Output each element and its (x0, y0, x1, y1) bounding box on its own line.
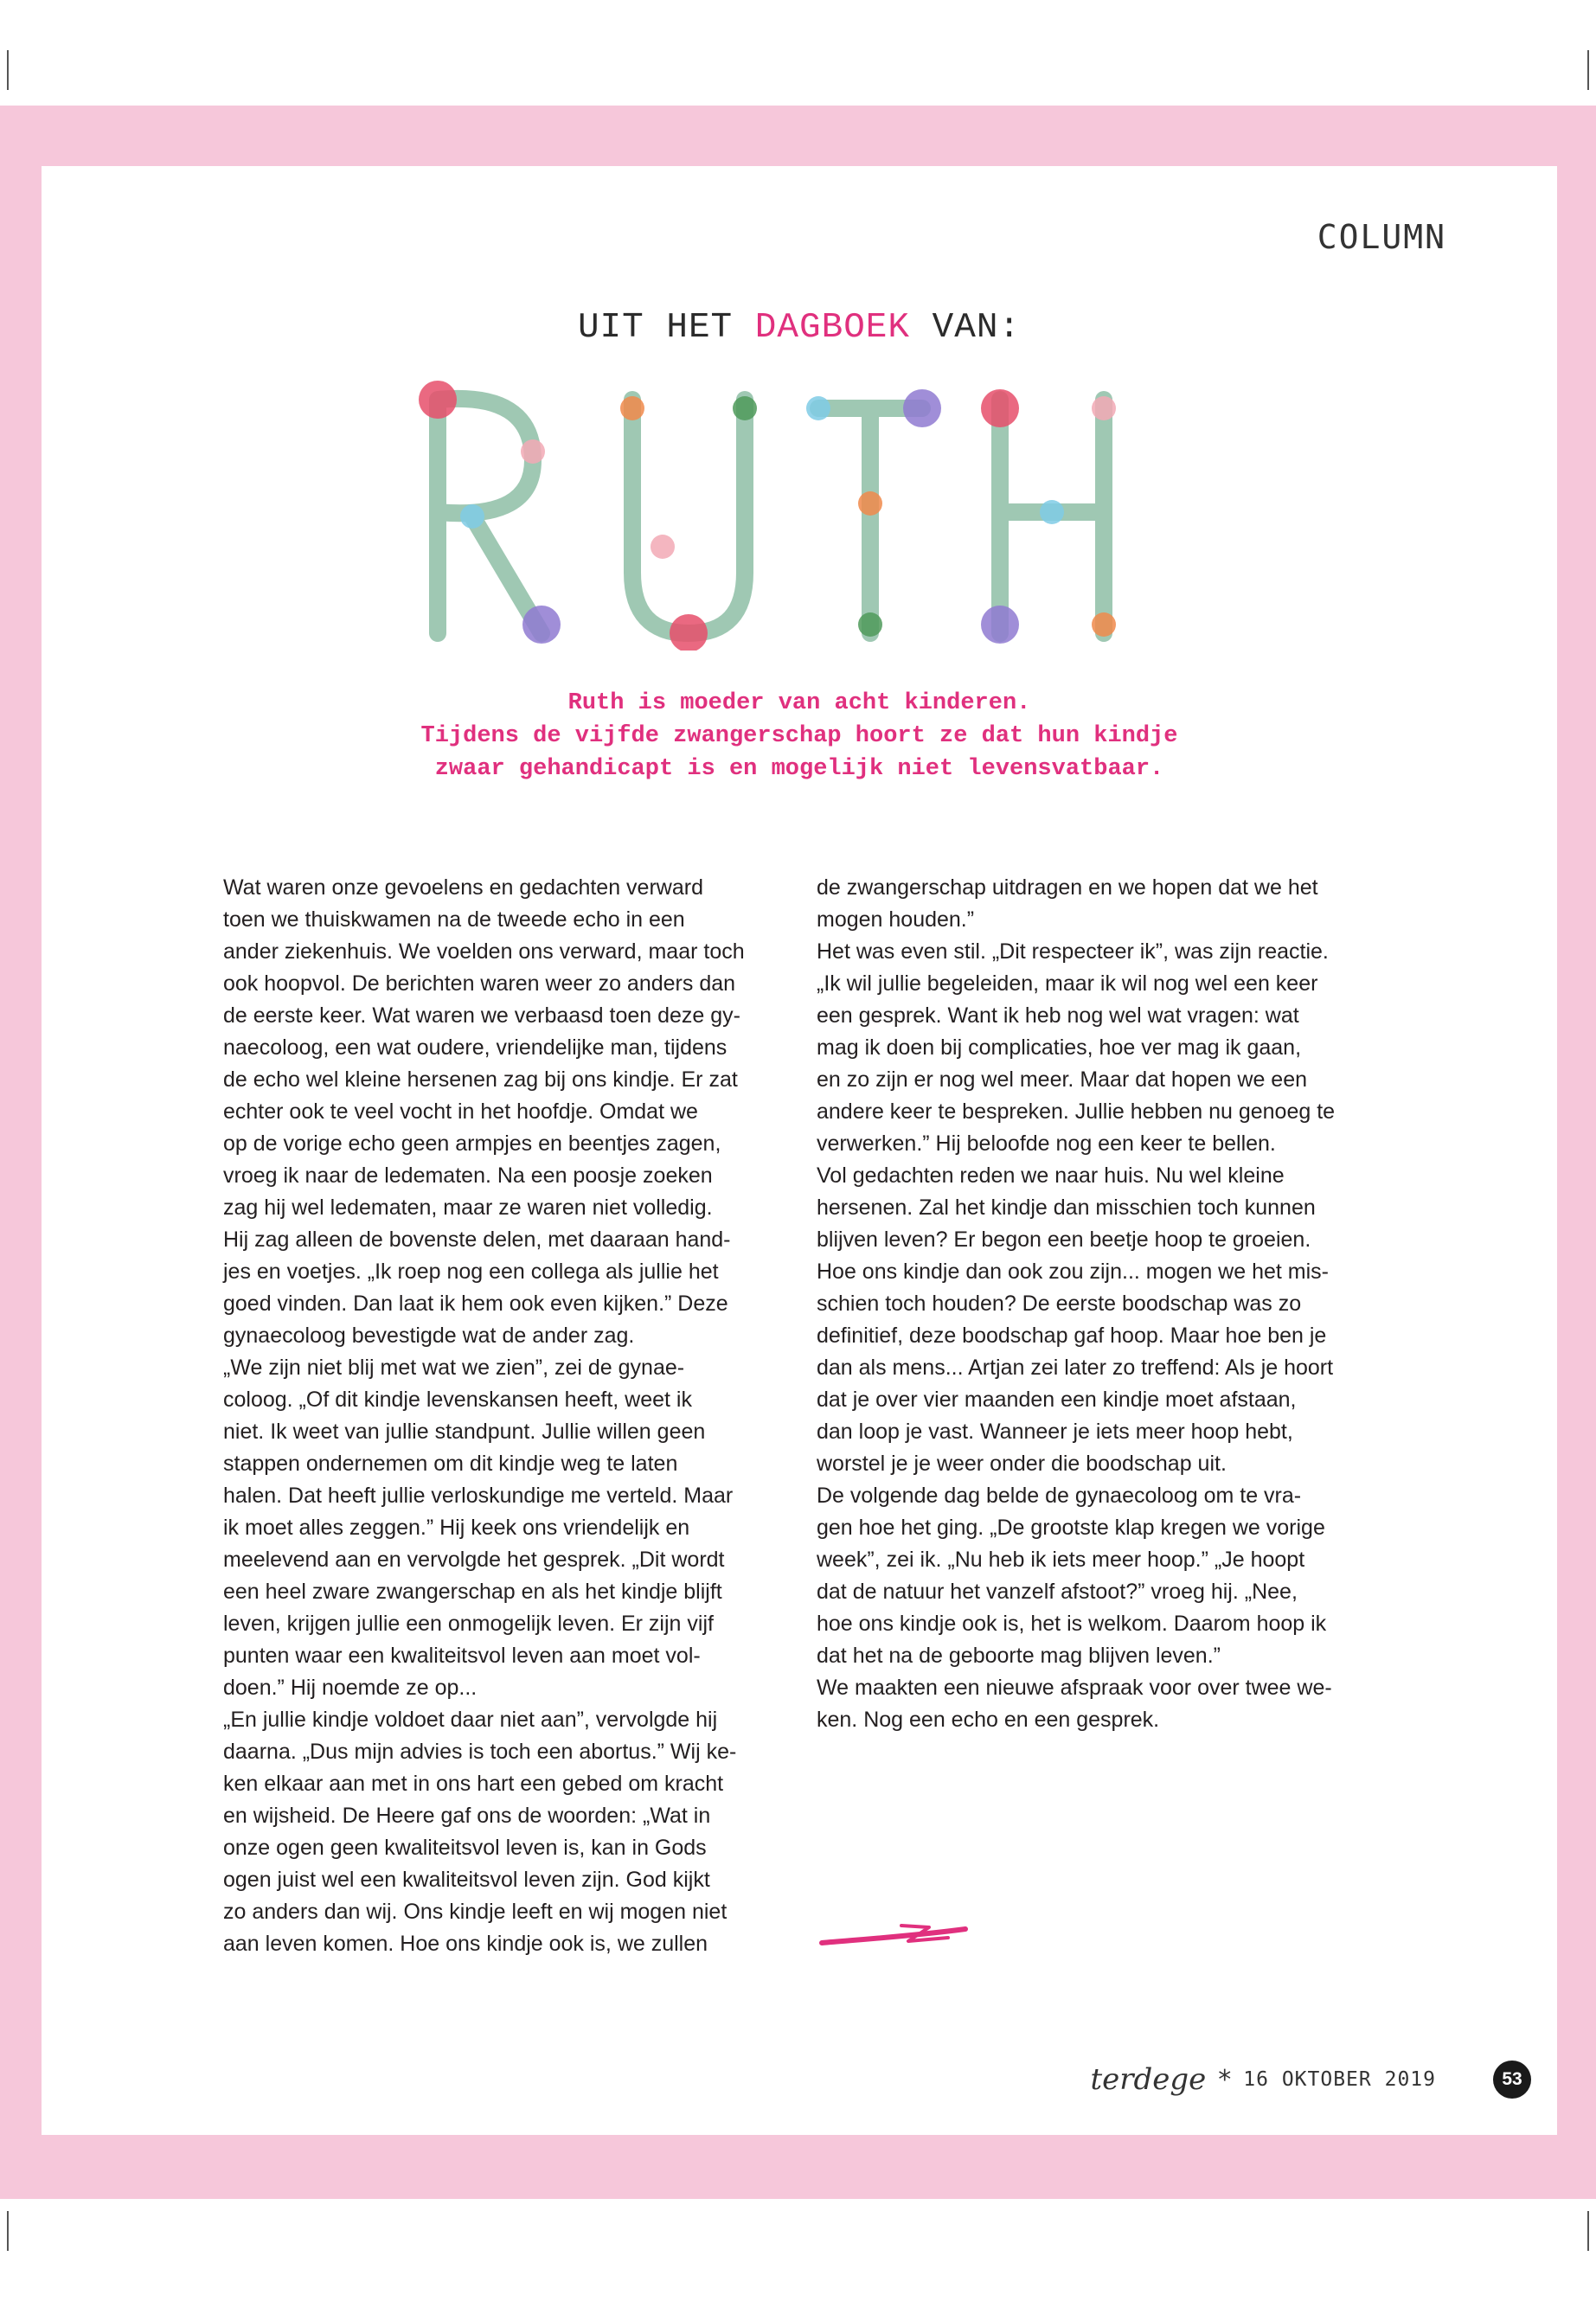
crop-mark-bottom-right (1587, 2211, 1589, 2251)
flower-blossom (858, 491, 882, 516)
body-line: echter ook te veel vocht in het hoofdje. Omdat we (223, 1099, 698, 1124)
body-line: zo anders dan wij. Ons kindje leeft en wij mogen niet (223, 1900, 727, 1924)
body-line: blijven leven? Er begon een beetje hoop te groeien. (817, 1227, 1311, 1252)
issue-date: 16 OKTOBER 2019 (1243, 2068, 1436, 2091)
body-line: gen hoe het ging. „De grootste klap kregen we vorige (817, 1516, 1325, 1540)
body-line: onze ogen geen kwaliteitsvol leven is, kan in Gods (223, 1836, 707, 1860)
flower-blossom (651, 535, 675, 559)
flower-blossom (903, 389, 941, 427)
body-line: daarna. „Dus mijn advies is toch een abortus.” Wij ke- (223, 1740, 737, 1764)
body-line: schien toch houden? De eerste boodschap was zo (817, 1292, 1302, 1316)
headline-pre: UIT HET (577, 308, 755, 348)
headline (42, 308, 1557, 348)
body-line: gynaecoloog bevestigde wat de ander zag. (223, 1324, 635, 1348)
body-line: „We zijn niet blij met wat we zien”, zei de gynae- (223, 1356, 685, 1380)
flower-blossom (806, 396, 830, 420)
body-line: leven, krijgen jullie een onmogelijk leven. Er zijn vijf (223, 1612, 714, 1636)
body-line: definitief, deze boodschap gaf hoop. Maar hoe ben je (817, 1324, 1327, 1348)
body-line: ik moet alles zeggen.” Hij keek ons vriendelijk en (223, 1516, 690, 1540)
body-line: Het was even stil. „Dit respecteer ik”, was zijn reactie. (817, 939, 1329, 964)
intro-line: Ruth is moeder van acht kinderen. (567, 690, 1031, 716)
headline-post: VAN: (910, 308, 1022, 348)
body-line: ander ziekenhuis. We voelden ons verward, maar toch (223, 939, 745, 964)
body-line: de echo wel kleine hersenen zag bij ons kindje. Er zat (223, 1067, 738, 1092)
body-line: de zwangerschap uitdragen en we hopen dat we het (817, 875, 1318, 900)
body-line: punten waar een kwaliteitsvol leven aan moet vol- (223, 1644, 701, 1668)
body-line: mogen houden.” (817, 907, 975, 932)
flower-blossom (981, 606, 1019, 644)
body-line: stappen ondernemen om dit kindje weg te laten (223, 1452, 678, 1476)
body-line: hersenen. Zal het kindje dan misschien toch kunnen (817, 1195, 1316, 1220)
separator-star: * (1218, 2064, 1232, 2095)
flower-blossom (670, 614, 708, 651)
body-line: ken. Nog een echo en een gesprek. (817, 1708, 1160, 1732)
body-line: verwerken.” Hij beloofde nog een keer te bellen. (817, 1131, 1276, 1156)
body-line: ken elkaar aan met in ons hart een gebed om kracht (223, 1772, 724, 1796)
body-line: „Ik wil jullie begeleiden, maar ik wil nog wel een keer (817, 971, 1318, 996)
body-line: een gesprek. Want ik heb nog wel wat vragen: wat (817, 1003, 1299, 1028)
body-line: worstel je je weer onder die boodschap uit. (817, 1452, 1227, 1476)
column-label: COLUMN (1317, 218, 1446, 256)
body-line: doen.” Hij noemde ze op... (223, 1676, 478, 1700)
body-line: hoe ons kindje ook is, het is welkom. Daarom hoop ik (817, 1612, 1327, 1636)
body-line: De volgende dag belde de gynaecoloog om te vra- (817, 1484, 1302, 1508)
body-line: dan als mens... Artjan zei later zo treffend: Als je hoort (817, 1356, 1334, 1380)
flower-blossom (522, 606, 561, 644)
body-line: zag hij wel ledematen, maar ze waren niet volledig. (223, 1195, 713, 1220)
signature-mark (818, 1917, 974, 1952)
crop-mark-bottom-left (7, 2211, 9, 2251)
body-line: een heel zware zwangerschap en als het kindje blijft (223, 1580, 722, 1604)
body-line: Hij zag alleen de bovenste delen, met daaraan hand- (223, 1227, 731, 1252)
body-line: dat het na de geboorte mag blijven leven.” (817, 1644, 1221, 1668)
flower-blossom (733, 396, 757, 420)
flower-blossom (620, 396, 644, 420)
body-line: andere keer te bespreken. Jullie hebben nu genoeg te (817, 1099, 1336, 1124)
body-line: op de vorige echo geen armpjes en beentjes zagen, (223, 1131, 721, 1156)
flower-blossom (1092, 396, 1116, 420)
body-line: naecoloog, een wat oudere, vriendelijke man, tijdens (223, 1035, 727, 1060)
intro-line: Tijdens de vijfde zwangerschap hoort ze dat hun kindje (420, 723, 1178, 749)
body-column-left (223, 872, 777, 1960)
body-line: dat de natuur het vanzelf afstoot?” vroeg hij. „Nee, (817, 1580, 1298, 1604)
flower-blossom (419, 381, 457, 419)
crop-mark-top-left (7, 50, 9, 90)
body-line: de eerste keer. Wat waren we verbaasd toen deze gy- (223, 1003, 741, 1028)
body-line: aan leven komen. Hoe ons kindje ook is, we zullen (223, 1932, 708, 1956)
body-line: niet. Ik weet van jullie standpunt. Jullie willen geen (223, 1420, 706, 1444)
body-line: vroeg ik naar de ledematen. Na een poosje zoeken (223, 1163, 713, 1188)
flower-blossom (858, 612, 882, 637)
body-line: halen. Dat heeft jullie verloskundige me verteld. Maar (223, 1484, 734, 1508)
body-line: goed vinden. Dan laat ik hem ook even kijken.” Deze (223, 1292, 728, 1316)
page-footer (1090, 2059, 1531, 2100)
body-line: Vol gedachten reden we naar huis. Nu wel kleine (817, 1163, 1285, 1188)
body-line: Hoe ons kindje dan ook zou zijn... mogen we het mis- (817, 1259, 1329, 1284)
flower-blossom (521, 439, 545, 464)
letter-stroke (632, 400, 745, 633)
magazine-page (42, 166, 1557, 2135)
body-line: week”, zei ik. „Nu heb ik iets meer hoop.” „Je hoopt (817, 1548, 1305, 1572)
body-line: ook hoopvol. De berichten waren weer zo anders dan (223, 971, 736, 996)
crop-mark-top-right (1587, 50, 1589, 90)
letter-stroke (438, 399, 542, 633)
intro-text (215, 687, 1384, 785)
body-line: coloog. „Of dit kindje levenskansen heeft, weet ik (223, 1388, 692, 1412)
body-line: dat je over vier maanden een kindje moet afstaan, (817, 1388, 1297, 1412)
magazine-brand: terdege (1090, 2062, 1207, 2097)
body-line: mag ik doen bij complicaties, hoe ver mag ik gaan, (817, 1035, 1302, 1060)
flower-blossom (1092, 612, 1116, 637)
body-line: meelevend aan en vervolgde het gesprek. „Dit wordt (223, 1548, 725, 1572)
body-line: en wijsheid. De Heere gaf ons de woorden: „Wat in (223, 1804, 711, 1828)
page-number: 53 (1493, 2061, 1531, 2099)
headline-highlight: DAGBOEK (754, 308, 911, 348)
body-line: Wat waren onze gevoelens en gedachten verward (223, 875, 703, 900)
floral-title-art (403, 374, 1249, 651)
flower-blossom (460, 504, 484, 529)
body-line: jes en voetjes. „Ik roep nog een collega als jullie het (223, 1259, 719, 1284)
body-line: We maakten een nieuwe afspraak voor over twee we- (817, 1676, 1332, 1700)
body-line: ogen juist wel een kwaliteitsvol leven zijn. God kijkt (223, 1868, 710, 1892)
body-column-right (817, 872, 1370, 1736)
letter-stroke (818, 408, 922, 633)
body-line: en zo zijn er nog wel meer. Maar dat hopen we een (817, 1067, 1308, 1092)
flower-blossom (981, 389, 1019, 427)
intro-line: zwaar gehandicapt is en mogelijk niet levensvatbaar. (434, 756, 1164, 782)
floral-letters (438, 399, 1104, 633)
flower-blossom (1040, 500, 1064, 524)
body-line: dan loop je vast. Wanneer je iets meer hoop hebt, (817, 1420, 1293, 1444)
body-line: „En jullie kindje voldoet daar niet aan”, vervolgde hij (223, 1708, 718, 1732)
body-line: toen we thuiskwamen na de tweede echo in een (223, 907, 685, 932)
